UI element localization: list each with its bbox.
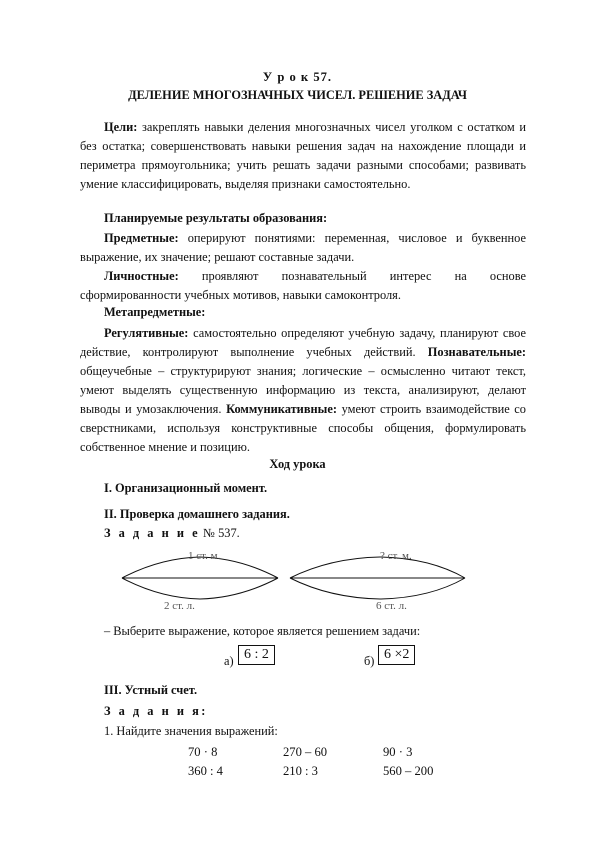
personal-paragraph	[80, 267, 526, 305]
course-heading: Ход урока	[269, 457, 326, 471]
option-a-label: а)	[224, 654, 234, 668]
communicative-label: Коммуникативные:	[226, 402, 337, 416]
meta-heading: Метапредметные:	[104, 305, 206, 319]
left-top-label: 1 ст. м.	[188, 550, 221, 562]
tasks-label: З а д а н и я:	[104, 704, 208, 718]
goals-label: Цели:	[104, 120, 138, 134]
expression: 210 : 3	[283, 764, 318, 778]
right-segment	[290, 550, 465, 612]
regulatory-text: самостоятельно определяют учебную задачу, планируют свое действие, контролируют выполнение учебных действий.	[80, 326, 526, 359]
results-heading: Планируемые результаты образования:	[104, 211, 328, 225]
right-bottom-label: 6 ст. л.	[376, 600, 407, 612]
subject-label: Предметные:	[104, 231, 179, 245]
left-bottom-label: 2 ст. л.	[164, 600, 195, 612]
cognitive-label: Познавательные:	[427, 345, 526, 359]
expression: 270 – 60	[283, 745, 328, 759]
meta-paragraph	[80, 324, 526, 457]
option-b-label: б)	[364, 654, 375, 668]
regulatory-label: Регулятивные:	[104, 326, 189, 340]
left-segment	[122, 550, 278, 612]
lesson-title: ДЕЛЕНИЕ МНОГОЗНАЧНЫХ ЧИСЕЛ. РЕШЕНИЕ ЗАДАЧ	[128, 88, 467, 102]
personal-label: Личностные:	[104, 269, 179, 283]
option-b-box: 6 ×2	[378, 645, 415, 665]
personal-text: проявляют познавательный интерес на основе сформированности учебных мотивов, навыки самоконтроля.	[80, 269, 526, 302]
section-organizational: I. Организационный момент.	[104, 481, 268, 495]
goals-paragraph	[80, 118, 526, 194]
task-1: 1. Найдите значения выражений:	[104, 724, 278, 738]
right-top-label: ? ст. м.	[380, 550, 412, 562]
right-bottom-arc	[290, 578, 465, 599]
question-text: – Выберите выражение, которое является решением задачи:	[104, 624, 421, 638]
expression: 70 · 8	[188, 745, 218, 759]
subject-text: оперируют понятиями: переменная, числовое и буквенное выражение, их значение; решают составные задачи.	[80, 231, 526, 264]
task-heading	[104, 526, 240, 541]
left-bottom-arc	[122, 578, 278, 599]
section-oral-count: III. Устный счет.	[104, 683, 198, 697]
task-label: З а д а н и е	[104, 526, 201, 540]
subject-paragraph	[80, 229, 526, 267]
task-number: № 537.	[203, 526, 240, 540]
section-homework-check: II. Проверка домашнего задания.	[104, 507, 290, 521]
right-top-arc	[290, 557, 465, 578]
lesson-number: У р о к 57.	[262, 70, 333, 84]
segment-diagram	[110, 545, 470, 615]
communicative-text: умеют строить взаимодействие со сверстниками, используя конструктивные способы общения, формулировать собственное мнение и позицию.	[80, 402, 526, 454]
goals-text: закреплять навыки деления многозначных чисел уголком с остатком и без остатка; совершенствовать навыки решения задач на нахождение площади и периметра прямоугольника; учить решать задачи разными способами; развивать умение классифицировать, выделяя признаки самостоятельно.	[80, 120, 526, 191]
expression: 90 · 3	[383, 745, 413, 759]
expression: 560 – 200	[383, 764, 434, 778]
option-a-box: 6 : 2	[238, 645, 275, 665]
cognitive-text: общеучебные – структурируют знания; логические – осмысленно читают текст, умеют выделять существенную информацию из текста, анализируют, делают выводы и умозаключения.	[80, 364, 526, 416]
expression: 360 : 4	[188, 764, 223, 778]
